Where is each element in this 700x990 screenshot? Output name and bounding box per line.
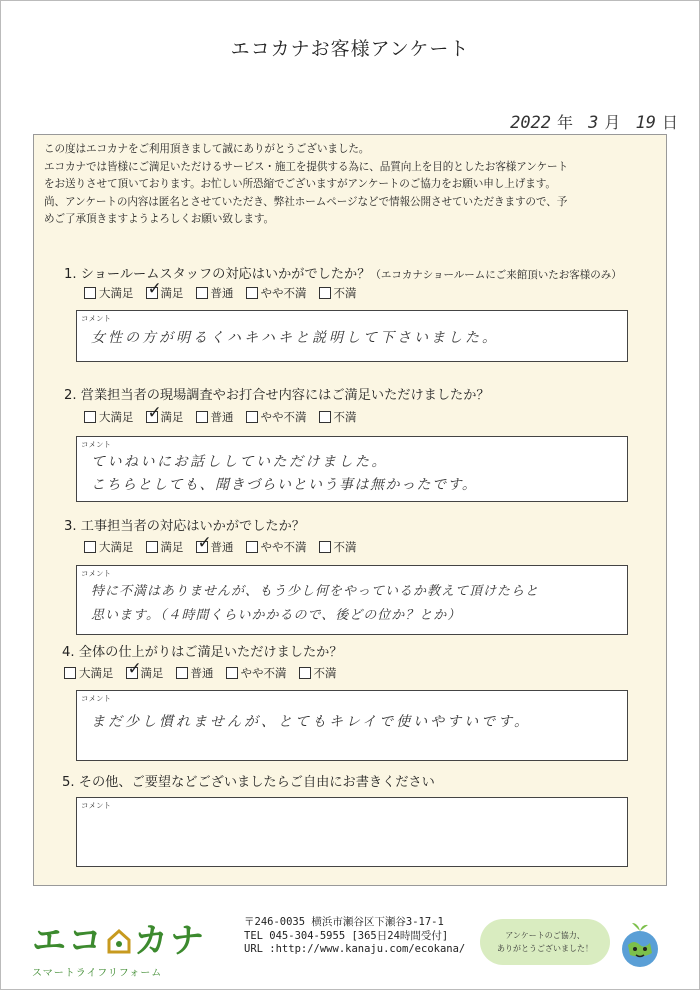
option-dissatisfied[interactable]: 不満: [319, 285, 357, 301]
checkbox[interactable]: [246, 541, 258, 553]
question-number: 5.: [62, 775, 75, 790]
intro-text: [44, 141, 658, 229]
date-month: 3: [588, 113, 599, 133]
survey-date: [510, 110, 678, 133]
option-somewhat-dissatisfied[interactable]: やや不満: [246, 285, 307, 301]
checkmark-icon: ✓: [147, 403, 162, 423]
date-year-label: 年: [557, 113, 574, 132]
comment-box-q2[interactable]: [76, 436, 628, 502]
comment-label: コメント: [81, 440, 111, 449]
question-2: [64, 384, 490, 403]
intro-line: 尚、アンケートの内容は匿名とさせていただき、弊社ホームページなどで情報公開させていただきますので、予: [44, 195, 568, 208]
option-somewhat-dissatisfied[interactable]: やや不満: [246, 539, 307, 555]
date-month-label: 月: [604, 113, 621, 132]
checkbox[interactable]: [146, 279, 162, 299]
address-line: 〒246-0035 横浜市瀬谷区下瀬谷3-17-1: [244, 916, 444, 928]
options-q3: [84, 533, 357, 555]
question-5: [62, 771, 435, 790]
checkbox[interactable]: [146, 541, 158, 553]
checkbox[interactable]: [126, 659, 142, 679]
option-satisfied[interactable]: 満足: [146, 539, 184, 555]
comment-text: 女性の方が明るくハキハキと説明して下さいました。: [91, 330, 499, 346]
url-line[interactable]: URL :http://www.kanaju.com/ecokana/: [244, 943, 466, 955]
date-year: 2022: [510, 113, 552, 133]
option-neutral[interactable]: ✓ 普通: [197, 533, 234, 554]
thanks-bubble: アンケートのご協力、 ありがとうございました！: [480, 919, 610, 965]
comment-text-line: ていねいにお話ししていただけました。: [91, 454, 388, 470]
question-text: 工事担当者の対応はいかがでしたか？: [80, 519, 305, 534]
checkbox[interactable]: [246, 411, 258, 423]
checkbox[interactable]: [319, 287, 331, 299]
option-very-satisfied[interactable]: 大満足: [84, 409, 134, 425]
question-text: ショールームスタッフの対応はいかがでしたか？: [80, 267, 371, 282]
option-neutral[interactable]: 普通: [196, 285, 234, 301]
checkbox[interactable]: [64, 667, 76, 679]
comment-box-q4[interactable]: [76, 690, 628, 761]
comment-text-line: こちらとしても、聞きづらいという事は無かったです。: [91, 477, 478, 493]
question-3: [64, 515, 305, 534]
footer: [0, 905, 700, 979]
question-number: 4.: [62, 645, 75, 660]
checkbox[interactable]: [319, 541, 331, 553]
option-dissatisfied[interactable]: 不満: [299, 665, 337, 681]
options-q2: [84, 403, 357, 425]
option-satisfied[interactable]: ✓ 満足: [147, 403, 184, 424]
comment-label: コメント: [81, 694, 111, 703]
checkbox[interactable]: [196, 287, 208, 299]
comment-label: コメント: [81, 801, 111, 810]
question-number: 3.: [64, 519, 77, 534]
date-day-label: 日: [661, 113, 678, 132]
checkbox[interactable]: [319, 411, 331, 423]
comment-label: コメント: [81, 314, 111, 323]
option-neutral[interactable]: 普通: [196, 409, 234, 425]
question-text: 営業担当者の現場調査やお打合せ内容にはご満足いただけましたか？: [80, 388, 490, 403]
intro-line: この度はエコカナをご利用頂きまして誠にありがとうございました。: [44, 143, 370, 155]
question-4: [62, 641, 343, 660]
checkbox[interactable]: [146, 403, 162, 423]
option-dissatisfied[interactable]: 不満: [319, 409, 357, 425]
question-note: （エコカナショールームにご来館頂いたお客様のみ）: [370, 269, 622, 281]
page-title: エコカナお客様アンケート: [230, 38, 470, 60]
comment-label: コメント: [81, 569, 111, 578]
option-satisfied[interactable]: ✓ 満足: [147, 279, 184, 300]
intro-line: をお送りさせて頂いております。お忙しい所恐縮でございますがアンケートのご協力をお願い申し上げます。: [44, 178, 556, 190]
comment-box-q1[interactable]: [76, 310, 628, 362]
checkbox[interactable]: [84, 287, 96, 299]
options-q1: [84, 279, 357, 301]
date-day: 19: [635, 113, 656, 133]
survey-panel: [33, 134, 667, 886]
ecokana-logo: [32, 913, 206, 979]
option-satisfied[interactable]: ✓ 満足: [127, 659, 164, 680]
intro-line: めご了承頂きますようよろしくお願い致します。: [44, 213, 275, 225]
checkbox[interactable]: [299, 667, 311, 679]
question-number: 2.: [64, 388, 77, 403]
comment-text-line: 特に不満はありませんが、もう少し何をやっているか教えて頂けたらと: [91, 584, 540, 599]
question-text: 全体の仕上がりはご満足いただけましたか？: [78, 645, 343, 660]
earth-mascot-icon: [612, 919, 668, 971]
checkbox[interactable]: [176, 667, 188, 679]
option-very-satisfied[interactable]: 大満足: [84, 539, 134, 555]
comment-text: まだ少し慣れませんが、とてもキレイで使いやすいです。: [91, 714, 532, 730]
question-text: その他、ご要望などございましたらご自由にお書きください: [78, 775, 435, 790]
logo-tagline: スマートライフリフォーム: [32, 968, 163, 979]
option-very-satisfied[interactable]: 大満足: [64, 665, 114, 681]
option-neutral[interactable]: 普通: [176, 665, 214, 681]
options-q4: [64, 659, 337, 681]
option-somewhat-dissatisfied[interactable]: やや不満: [246, 409, 307, 425]
logo-wordmark: エコ カナ: [32, 921, 206, 961]
checkbox[interactable]: [84, 411, 96, 423]
comment-box-q5[interactable]: [76, 797, 628, 867]
checkmark-icon: ✓: [127, 659, 142, 679]
checkbox[interactable]: [84, 541, 96, 553]
checkbox[interactable]: [226, 667, 238, 679]
option-very-satisfied[interactable]: 大満足: [84, 285, 134, 301]
checkmark-icon: ✓: [197, 533, 212, 553]
question-number: 1.: [64, 267, 77, 282]
checkmark-icon: ✓: [147, 279, 162, 299]
checkbox[interactable]: [246, 287, 258, 299]
comment-text-line: 思います。（４時間くらいかかるので、後どの位か？とか）: [91, 608, 462, 623]
house-logo-icon: [106, 928, 132, 954]
option-somewhat-dissatisfied[interactable]: やや不満: [226, 665, 287, 681]
company-address: [244, 916, 465, 957]
intro-line: エコカナでは皆様にご満足いただけるサービス・施工を提供する為に、品質向上を目的としたお客様アンケート: [44, 160, 569, 173]
option-dissatisfied[interactable]: 不満: [319, 539, 357, 555]
phone-line: TEL 045-304-5955 [365日24時間受付]: [244, 929, 449, 942]
checkbox[interactable]: [196, 533, 212, 553]
checkbox[interactable]: [196, 411, 208, 423]
comment-box-q3[interactable]: [76, 565, 628, 635]
